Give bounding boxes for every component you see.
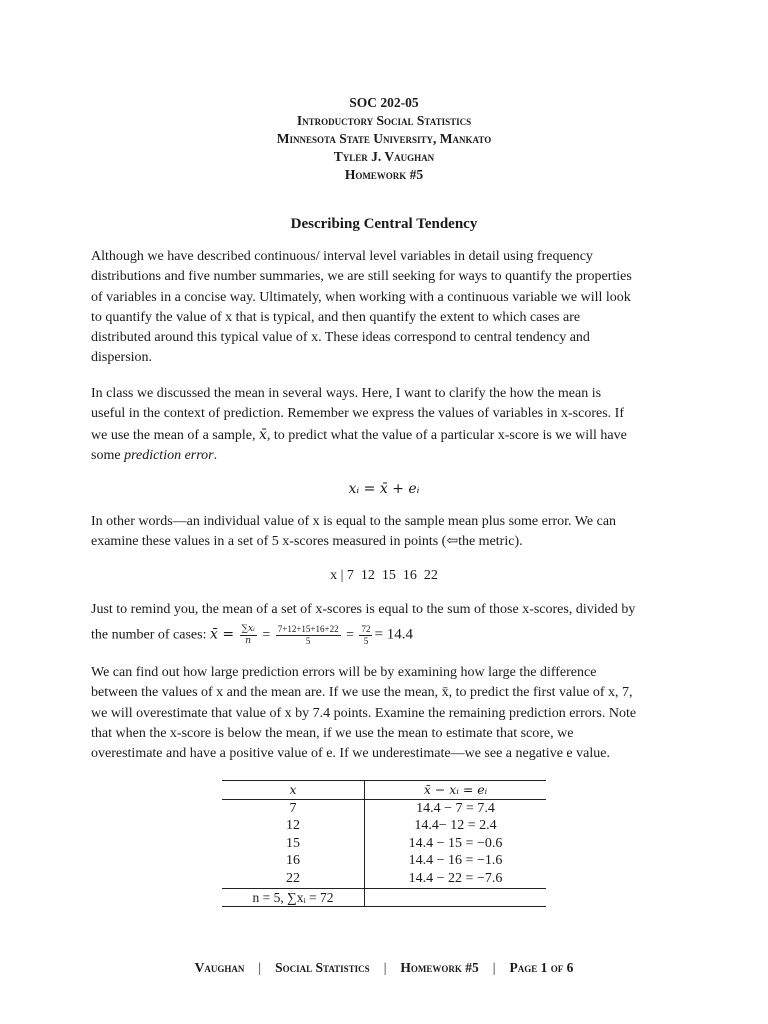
table-cell: 14.4 − 16 = −1.6 — [365, 852, 547, 870]
table-row — [222, 870, 546, 888]
fraction-sum-over-n — [240, 624, 257, 647]
table-footer-empty — [365, 888, 547, 907]
text-line: Just to remind you, the mean of a set of x-scores is equal to the sum of those x-scores, divided by — [91, 602, 636, 617]
text-line: In class we discussed the mean in several ways. Here, I want to clarify the how the mean is — [91, 386, 602, 401]
paragraph-mean-prediction — [91, 384, 681, 466]
table-header-x: x — [222, 781, 365, 800]
emphasis-prediction-error: prediction error — [124, 447, 214, 463]
fraction-numerator: 7+12+15+16+22 — [277, 624, 339, 635]
text-line — [91, 425, 681, 446]
paragraph-intro — [91, 247, 681, 369]
table-cell: 14.4− 12 = 2.4 — [365, 817, 547, 835]
text-span: some — [91, 447, 125, 463]
table-cell: 7 — [289, 800, 297, 816]
table-header-error: x̄ − xᵢ = eᵢ — [365, 781, 547, 800]
footer-course: Social Statistics — [275, 960, 370, 975]
table-row — [222, 817, 546, 835]
fraction-numerator: ∑xᵢ — [241, 624, 255, 635]
table-cell: 14.4 − 7 = 7.4 — [365, 799, 547, 817]
table-cell: 12 — [286, 818, 300, 834]
equation-xi: xᵢ = x̄ + eᵢ — [348, 481, 420, 497]
text-line: overestimate and have a positive value of e. If we underestimate—we see a negative e value. — [91, 746, 610, 762]
paragraph-other-words — [91, 512, 681, 553]
homework-label: Homework #5 — [344, 167, 424, 182]
xbar-equals: x̄ = — [209, 627, 235, 644]
fraction-values — [276, 624, 341, 647]
fraction-denominator: 5 — [363, 636, 369, 647]
text-line: distributed around this typical value of x. These ideas correspond to central tendency and — [91, 330, 590, 346]
footer-author: Vaughan — [194, 960, 245, 975]
author-name: Tyler J. Vaughan — [333, 149, 435, 164]
page-footer — [0, 960, 768, 976]
university-name: Minnesota State University, Mankato — [276, 131, 492, 146]
text-line: useful in the context of prediction. Remember we express the values of variables in x-scores. If — [91, 406, 624, 422]
paragraph-prediction-errors — [91, 663, 681, 764]
equals-sign: = — [346, 628, 354, 644]
footer-homework: Homework #5 — [400, 960, 479, 975]
text-span: , to predict what the value of a particular x-score is we will have — [266, 427, 627, 443]
fraction-denominator: 5 — [305, 636, 311, 647]
arrow-left-icon: ⇦ — [446, 534, 459, 550]
document-header — [0, 94, 768, 184]
mean-result: = 14.4 — [374, 627, 413, 644]
course-title: Introductory Social Statistics — [296, 113, 472, 128]
section-title: Describing Central Tendency — [290, 216, 478, 232]
text-line — [91, 532, 681, 552]
table-footer-row — [222, 888, 546, 907]
equals-sign: = — [262, 628, 271, 644]
table-cell: 15 — [286, 835, 300, 851]
text-line: we will overestimate that value of x by 7.4 points. Examine the remaining prediction errors. Note — [91, 705, 637, 721]
text-span: examine these values in a set of 5 x-scores measured in points ( — [91, 534, 447, 550]
text-line: to quantify the value of x that is typical, and then quantify the extent to which cases are — [91, 309, 581, 325]
fraction-denominator: n — [245, 636, 252, 647]
xscores-line: x | 7 12 15 16 22 — [330, 568, 438, 583]
formula-line — [91, 624, 681, 647]
table-cell: 14.4 − 15 = −0.6 — [365, 835, 547, 853]
paragraph-mean-formula — [91, 600, 681, 647]
table-row — [222, 799, 546, 817]
table-cell: 22 — [286, 870, 300, 886]
text-line: between the values of x and the mean are. If we use the mean, x̄, to predict the first value of x, 7, — [91, 685, 633, 701]
text-line — [91, 446, 681, 466]
table-row — [222, 852, 546, 870]
text-span: we use the mean of a sample, — [91, 427, 259, 443]
footer-separator: | — [383, 960, 387, 975]
text-line: that when the x-score is below the mean, if we use the mean to estimate that score, we — [91, 725, 574, 741]
text-line: In other words—an individual value of x is equal to the sample mean plus some error. We can — [91, 514, 617, 529]
prediction-error-table — [222, 780, 546, 907]
text-span: the number of cases: — [91, 628, 210, 644]
course-code: SOC 202-05 — [349, 95, 419, 110]
text-line: distributions and five number summaries, we are still seeking for ways to quantify the properties — [91, 269, 632, 285]
text-span: the metric). — [458, 534, 523, 550]
table-cell: 14.4 − 22 = −7.6 — [365, 870, 547, 888]
footer-page-number: Page 1 of 6 — [509, 960, 574, 975]
footer-separator: | — [258, 960, 262, 975]
text-line: of variables in a concise way. Ultimately, when working with a continuous variable we will look — [91, 289, 631, 305]
text-span: . — [213, 447, 218, 463]
text-line: We can find out how large prediction errors will be by examining how large the difference — [91, 665, 597, 680]
table-cell: 16 — [286, 853, 300, 869]
xbar-symbol: x̄ — [258, 426, 267, 443]
text-line: Although we have described continuous/ interval level variables in detail using frequency — [91, 249, 593, 264]
footer-separator: | — [492, 960, 496, 975]
text-line: dispersion. — [91, 350, 153, 366]
table-row — [222, 835, 546, 853]
fraction-numerator: 72 — [361, 624, 371, 635]
fraction-total — [359, 624, 372, 647]
table-header-row — [222, 781, 546, 800]
table-footer-summary: n = 5, ∑xᵢ = 72 — [222, 888, 365, 907]
